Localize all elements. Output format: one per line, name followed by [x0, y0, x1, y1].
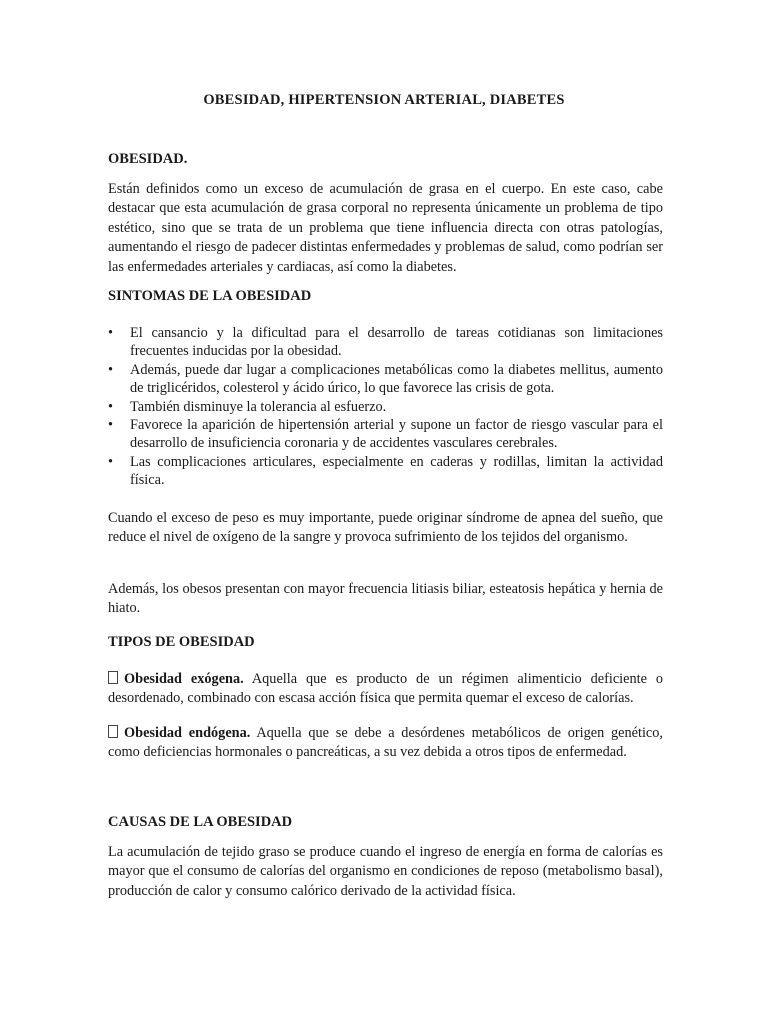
tipo-description: Aquella que es producto de un régimen alimenticio deficiente o desordenado, combinado con escasa acción física que permita quemar el exceso de calorías. [108, 671, 663, 707]
symptom-text: El cansancio y la dificultad para el desarrollo de tareas cotidianas son limitaciones frecuentes inducidas por la obesidad. [130, 325, 663, 360]
paragraph-litiasis: Además, los obesos presentan con mayor frecuencia litiasis biliar, esteatosis hepática y hernia de hiato. [108, 581, 663, 617]
tipo-description: Aquella que se debe a desórdenes metabólicos de origen genético, como deficiencias hormonales o pancreáticas, a su vez debida a otros tipos de enfermedad. [108, 725, 663, 761]
tipo-term: Obesidad exógena. [124, 671, 244, 687]
tipo-term: Obesidad endógena. [124, 725, 251, 741]
heading-tipos: TIPOS DE OBESIDAD [108, 634, 255, 650]
document-title: OBESIDAD, HIPERTENSION ARTERIAL, DIABETES [203, 92, 565, 108]
checkbox-glyph-icon [108, 725, 118, 738]
symptom-item [108, 453, 663, 490]
bullet-icon: • [108, 417, 114, 434]
heading-obesidad: OBESIDAD. [108, 151, 188, 167]
checkbox-glyph-icon [108, 671, 118, 684]
symptom-item [108, 398, 663, 416]
bullet-icon: • [108, 398, 114, 415]
symptom-item [108, 361, 663, 398]
symptoms-list [108, 324, 663, 490]
tipo-endogena [108, 724, 663, 763]
tipo-exogena [108, 670, 663, 709]
symptom-text: Las complicaciones articulares, especialmente en caderas y rodillas, limitan la actividad física. [130, 453, 663, 489]
heading-causas: CAUSAS DE LA OBESIDAD [108, 814, 293, 830]
paragraph-causas: La acumulación de tejido graso se produce cuando el ingreso de energía en forma de calorías es mayor que el consumo de calorías del organismo en condiciones de reposo (metabolismo basal), producción de calor y consumo calórico derivado de la actividad física. [108, 844, 663, 899]
paragraph-obesidad-definition: Están definidos como un exceso de acumulación de grasa en el cuerpo. En este caso, cabe destacar que esta acumulación de grasa corporal no representa únicamente un problema de tipo estético, sino que se trata de un problema que tiene influencia directa con otras patologías, aumentando el riesgo de padecer distintas enfermedades y problemas de salud, como podrían ser las enfermedades arteriales y cardiacas, así como la diabetes. [108, 181, 663, 275]
symptom-text: También disminuye la tolerancia al esfuerzo. [130, 398, 387, 415]
symptom-text: Además, puede dar lugar a complicaciones metabólicas como la diabetes mellitus, aumento de triglicéridos, colesterol y ácido úrico, lo que favorece las crisis de gota. [130, 361, 663, 397]
symptom-item [108, 324, 663, 361]
bullet-icon: • [108, 325, 114, 341]
bullet-icon: • [108, 361, 114, 378]
bullet-icon: • [108, 453, 114, 470]
symptom-item [108, 416, 663, 453]
symptom-text: Favorece la aparición de hipertensión arterial y supone un factor de riesgo vascular para el desarrollo de insuficiencia coronaria y de accidentes vasculares cerebrales. [130, 417, 663, 452]
heading-sintomas: SINTOMAS DE LA OBESIDAD [108, 288, 312, 304]
paragraph-apnea: Cuando el exceso de peso es muy importante, puede originar síndrome de apnea del sueño, que reduce el nivel de oxígeno de la sangre y provoca sufrimiento de los tejidos del organismo. [108, 510, 663, 546]
